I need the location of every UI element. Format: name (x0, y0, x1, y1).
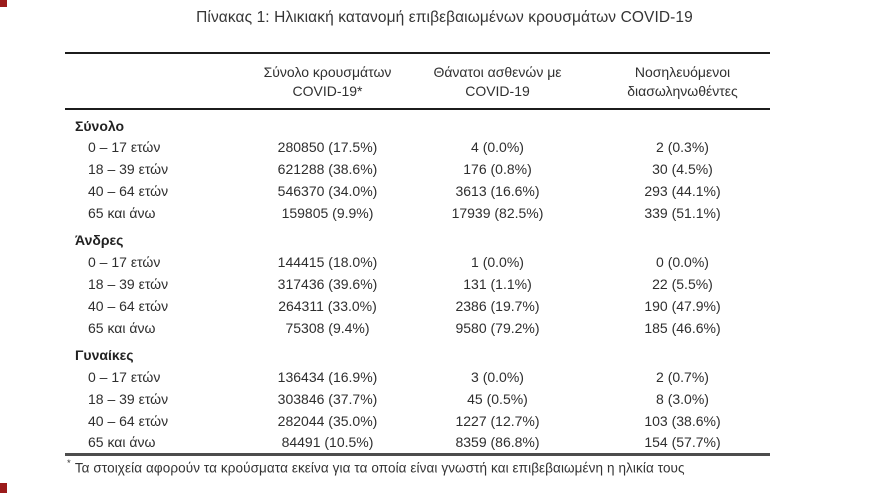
header-intubated (595, 53, 770, 109)
cases-cell: 621288 (38.6%) (277, 161, 378, 177)
intubated-cell: 185 (46.6%) (644, 320, 721, 336)
deaths-cell: 17939 (82.5%) (451, 205, 544, 221)
cases-cell: 159805 (9.9%) (281, 205, 374, 221)
deaths-cell: 1 (0.0%) (471, 254, 524, 270)
red-artifact-marker-top (0, 0, 7, 7)
table-row (65, 180, 770, 202)
header-row (65, 53, 770, 109)
deaths-cell: 9580 (79.2%) (455, 320, 540, 336)
cases-cell: 84491 (10.5%) (281, 434, 374, 451)
intubated-cell: 22 (5.5%) (652, 276, 713, 292)
age-label: 0 – 17 ετών (88, 254, 161, 270)
red-artifact-marker-bottom (0, 483, 7, 493)
cases-cell: 264311 (33.0%) (278, 298, 377, 314)
section-row-men (65, 224, 770, 251)
table-row (65, 388, 770, 410)
intubated-cell: 0 (0.0%) (656, 254, 709, 270)
intubated-cell: 2 (0.7%) (656, 369, 709, 385)
header-empty-cell (65, 53, 255, 109)
intubated-cell: 190 (47.9%) (644, 298, 721, 314)
intubated-cell: 8 (3.0%) (656, 391, 709, 407)
age-label: 40 – 64 ετών (88, 413, 169, 429)
header-total-cases (255, 53, 400, 109)
intubated-cell: 30 (4.5%) (652, 161, 713, 177)
footnote (67, 459, 685, 476)
table-row (65, 251, 770, 273)
table-row (65, 366, 770, 388)
cases-cell: 144415 (18.0%) (277, 254, 378, 270)
section-row-women (65, 339, 770, 366)
section-row-total (65, 109, 770, 136)
cases-cell: 282044 (35.0%) (277, 413, 378, 429)
table-row (65, 136, 770, 158)
age-label: 18 – 39 ετών (88, 276, 169, 292)
table-row (65, 295, 770, 317)
section-label: Άνδρες (75, 232, 124, 248)
age-label: 65 και άνω (88, 205, 156, 221)
age-label: 0 – 17 ετών (88, 369, 161, 385)
deaths-cell: 45 (0.5%) (467, 391, 528, 407)
table-row (65, 273, 770, 295)
footnote-asterisk: * (67, 458, 71, 469)
deaths-cell: 2386 (19.7%) (455, 298, 540, 314)
age-label: 40 – 64 ετών (88, 183, 169, 199)
deaths-cell: 3 (0.0%) (471, 369, 524, 385)
deaths-cell: 3613 (16.6%) (455, 183, 540, 199)
table-row (65, 202, 770, 224)
table-title: Πίνακας 1: Ηλικιακή κατανομή επιβεβαιωμένων κρουσμάτων COVID-19 (196, 9, 693, 26)
cases-cell: 75308 (9.4%) (285, 320, 370, 336)
section-label: Γυναίκες (75, 347, 134, 363)
deaths-cell: 131 (1.1%) (463, 276, 532, 292)
age-label: 65 και άνω (88, 320, 156, 336)
cases-cell: 303846 (37.7%) (277, 391, 378, 407)
age-label: 18 – 39 ετών (88, 391, 169, 407)
table-row (65, 158, 770, 180)
header-total-cases-line1: Σύνολο κρουσμάτων (263, 64, 392, 80)
cases-cell: 317436 (39.6%) (277, 276, 378, 292)
deaths-cell: 4 (0.0%) (471, 139, 524, 155)
age-label: 40 – 64 ετών (88, 298, 169, 314)
section-label: Σύνολο (75, 117, 125, 134)
age-label: 0 – 17 ετών (88, 139, 161, 155)
cases-cell: 136434 (16.9%) (277, 369, 378, 385)
header-deaths-line2: COVID-19 (465, 83, 530, 99)
table-row (65, 410, 770, 432)
cases-cell: 280850 (17.5%) (277, 139, 378, 155)
table-row (65, 317, 770, 339)
age-label: 18 – 39 ετών (88, 161, 169, 177)
intubated-cell: 339 (51.1%) (644, 205, 721, 221)
covid-age-table (65, 52, 770, 456)
intubated-cell: 2 (0.3%) (656, 139, 709, 155)
intubated-cell: 293 (44.1%) (644, 183, 721, 199)
covid-age-table-wrap (65, 52, 770, 456)
deaths-cell: 176 (0.8%) (463, 161, 532, 177)
header-intubated-line2: διασωληνωθέντες (627, 83, 738, 99)
intubated-cell: 103 (38.6%) (644, 413, 721, 429)
header-deaths-line1: Θάνατοι ασθενών με (433, 64, 562, 80)
table-row (65, 432, 770, 454)
footnote-text: Τα στοιχεία αφορούν τα κρούσματα εκείνα για τα οποία είναι γνωστή και επιβεβαιωμένη η ηλικία τους (74, 460, 685, 476)
intubated-cell: 154 (57.7%) (644, 434, 721, 451)
deaths-cell: 1227 (12.7%) (455, 413, 540, 429)
cases-cell: 546370 (34.0%) (277, 183, 378, 199)
header-deaths (400, 53, 595, 109)
age-label: 65 και άνω (88, 434, 156, 451)
header-intubated-line1: Νοσηλευόμενοι (634, 64, 731, 80)
header-total-cases-line2: COVID-19* (292, 83, 363, 99)
deaths-cell: 8359 (86.8%) (455, 434, 540, 451)
